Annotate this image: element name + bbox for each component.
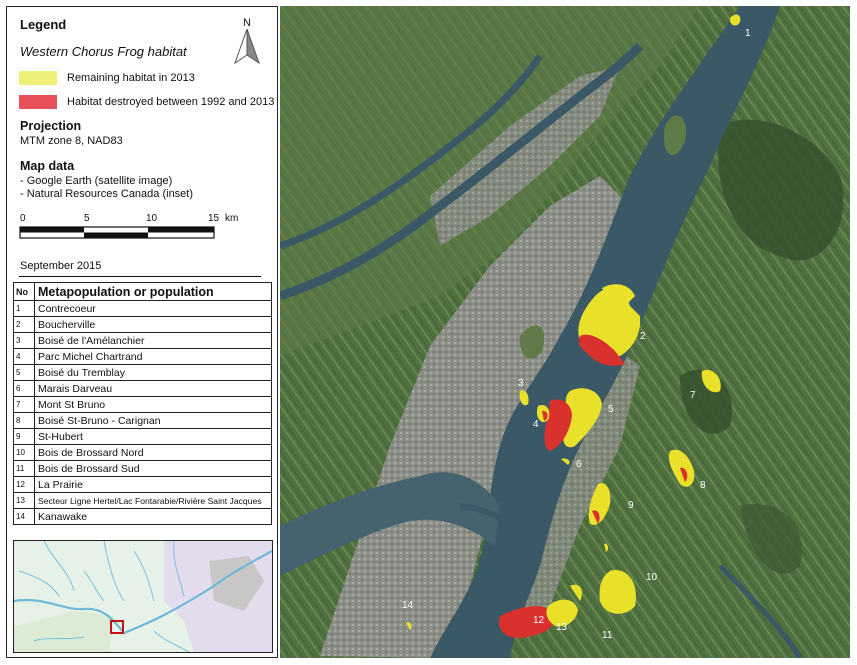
map-data-source-1: - Google Earth (satellite image): [20, 175, 173, 187]
table-header-name: Metapopulation or population: [35, 283, 272, 301]
table-row: [14, 429, 272, 445]
table-row: [14, 381, 272, 397]
row-name: Boisé St-Bruno - Carignan: [35, 413, 272, 429]
inset-map: [13, 540, 273, 653]
table-header-no: No: [14, 283, 35, 301]
row-no: 4: [14, 349, 35, 365]
table-row: [14, 397, 272, 413]
row-no: 3: [14, 333, 35, 349]
map-label-3: 3: [518, 378, 524, 389]
date-divider: [19, 276, 261, 277]
row-no: 10: [14, 445, 35, 461]
row-name: Contrecoeur: [35, 301, 272, 317]
map-label-11: 11: [602, 630, 613, 641]
map-label-4: 4: [533, 419, 539, 430]
inset-map-graphic: [14, 541, 272, 652]
row-no: 9: [14, 429, 35, 445]
scale-bar: [19, 211, 259, 247]
row-no: 2: [14, 317, 35, 333]
map-data-source-2: - Natural Resources Canada (inset): [20, 188, 194, 200]
legend-label-destroyed: Habitat destroyed between 1992 and 2013: [67, 96, 275, 108]
map-label-7: 7: [690, 390, 696, 401]
table-row: [14, 509, 272, 525]
row-name: St-Hubert: [35, 429, 272, 445]
scale-unit: km: [225, 213, 239, 224]
legend-subtitle: Western Chorus Frog habitat: [20, 44, 187, 59]
row-name: Kanawake: [35, 509, 272, 525]
legend-title: Legend: [20, 17, 67, 32]
map-label-6: 6: [576, 459, 582, 470]
table-row: [14, 301, 272, 317]
north-arrow-icon: [231, 15, 263, 67]
row-no: 5: [14, 365, 35, 381]
row-no: 8: [14, 413, 35, 429]
row-no: 1: [14, 301, 35, 317]
row-name: Boisé de l'Amélanchier: [35, 333, 272, 349]
map-date: September 2015: [20, 260, 102, 272]
map-label-2: 2: [640, 331, 646, 342]
row-name: Boisé du Tremblay: [35, 365, 272, 381]
map-label-5: 5: [608, 404, 614, 415]
scale-tick-5: 5: [84, 213, 90, 224]
row-name: Parc Michel Chartrand: [35, 349, 272, 365]
map-label-12: 12: [533, 615, 545, 626]
row-name: Marais Darveau: [35, 381, 272, 397]
satellite-map-graphic[interactable]: [280, 6, 850, 658]
table-row: [14, 461, 272, 477]
scale-tick-15: 15: [208, 213, 220, 224]
legend-swatch-remaining: [19, 71, 57, 85]
table-row: [14, 333, 272, 349]
row-name: Mont St Bruno: [35, 397, 272, 413]
row-name: Bois de Brossard Nord: [35, 445, 272, 461]
table-header-row: [14, 283, 272, 301]
row-no: 12: [14, 477, 35, 493]
projection-text: MTM zone 8, NAD83: [20, 135, 123, 147]
legend-panel: [6, 6, 278, 658]
row-no: 7: [14, 397, 35, 413]
table-row: [14, 413, 272, 429]
table-row: [14, 349, 272, 365]
row-name: Bois de Brossard Sud: [35, 461, 272, 477]
legend-item-remaining: [19, 71, 195, 85]
table-row: [14, 493, 272, 509]
scale-tick-0: 0: [20, 213, 26, 224]
table-row: [14, 365, 272, 381]
row-name: La Prairie: [35, 477, 272, 493]
satellite-map[interactable]: [280, 6, 850, 658]
row-no: 6: [14, 381, 35, 397]
scale-tick-10: 10: [146, 213, 158, 224]
projection-heading: Projection: [20, 119, 82, 133]
row-no: 11: [14, 461, 35, 477]
map-label-9: 9: [628, 500, 634, 511]
legend-item-destroyed: [19, 95, 274, 109]
row-no: 13: [14, 493, 35, 509]
map-label-10: 10: [646, 572, 658, 583]
table-row: [14, 317, 272, 333]
map-data-heading: Map data: [20, 159, 75, 173]
map-label-13: 13: [556, 622, 568, 633]
row-no: 14: [14, 509, 35, 525]
legend-swatch-destroyed: [19, 95, 57, 109]
population-table: [13, 282, 272, 525]
map-label-14: 14: [402, 600, 414, 611]
table-row: [14, 477, 272, 493]
map-label-1: 1: [745, 28, 751, 39]
map-label-8: 8: [700, 480, 706, 491]
table-row: [14, 445, 272, 461]
row-name: Secteur Ligne Hertel/Lac Fontarabie/Rivière Saint Jacques: [35, 493, 272, 509]
row-name: Boucherville: [35, 317, 272, 333]
legend-label-remaining: Remaining habitat in 2013: [67, 72, 195, 84]
north-label: N: [243, 17, 251, 29]
